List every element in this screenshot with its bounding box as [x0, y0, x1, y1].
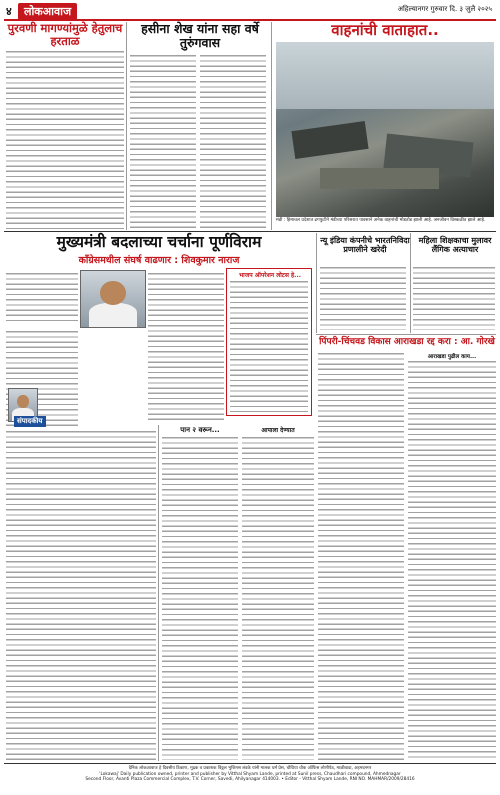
article-1-body [6, 50, 124, 233]
section-rule [4, 231, 496, 232]
kicker-body [230, 280, 308, 412]
masthead-logo: लोकआवाज [18, 3, 77, 20]
page-number: ४ [6, 5, 12, 18]
flood-photo [276, 42, 494, 217]
article-7-body-col1 [318, 352, 404, 760]
imprint-line-1: दैनिक लोकआवाज हे दिवसीय ठिकाण, मुद्रक व प्रकाशक विठ्ठल भुकिंगस लंडके यांनी मालक धर्म प्रेस, चौधिया चौक ऑफिस लोणीपेठ, माळीवाडा, अहमदनगर [128, 766, 372, 771]
article-2-body-col1 [130, 54, 196, 232]
article-1-headline: पुरवणी मागण्यांमुळे हेतुलाच हरताळ [7, 21, 123, 49]
imprint-line-3: Second Floor, Avanti Plaza Commercial Complex, T.V. Corner, Savedi, Ahilyanagar 414003. • Editor - Vitthal Shyam Lande, RNI NO. MAHMAR/2009/28416 [85, 777, 415, 782]
article-2-body-col2 [200, 54, 266, 232]
column-divider [316, 233, 317, 333]
article-4-headline: मुख्यमंत्री बदलाच्या चर्चाना पूर्णविराम [56, 233, 262, 251]
article-6-headline: महिला शिक्षकाचा मुलावर लैंगिक अत्याचार [418, 236, 492, 255]
photo-caption: मंडी : हिमाचल प्रदेशात ढगफुटीने मंडीच्या परिसरात पावसाने अनेक वाहनांची मोडतोड झाली आहे. जनजीवन विस्कळीत झाले आहे. [276, 218, 486, 223]
dateline: अहिल्यानगर गुरुवार दि. ३ जुलै २०२५ [397, 5, 492, 13]
article-7-headline: पिंपरी-चिंचवड विकास आराखडा रद्द करा : आ. गोरखे [319, 337, 495, 347]
continued-body-1 [162, 436, 238, 760]
article-4-body-col1 [6, 272, 78, 322]
imprint-footer [4, 763, 496, 793]
editorial-body [6, 430, 156, 760]
continued-title: पान २ वरून... [180, 426, 220, 434]
imprint-line-2: 'Lokawaj' Daily publication owned, printer and publisher by Vitthal Shyam Lande, printed at Sunil press, Chaudhari compound, Ahmednagar [99, 771, 401, 777]
article-2-headline: हसीना शेख यांना सहा वर्षे तुरुंगवास [141, 21, 259, 51]
article-6-body [413, 266, 495, 330]
article-4-subhead: काँग्रेसमधील संघर्ष वाढणार : शिवकुमार नाराज [78, 255, 240, 266]
column-divider [126, 22, 127, 230]
column-divider [271, 22, 272, 230]
article-4-body-col2 [148, 272, 224, 422]
editorial-label: संपादकीय [14, 416, 46, 427]
continued-body-2 [242, 436, 314, 760]
article-7-subtitle: आराखडा पुढील काय... [427, 354, 477, 360]
article-5-headline: न्यू इंडिया कंपनीचे भारतनिविदा प्रणालीने खरेदी [320, 236, 410, 255]
article-7-body-col2 [408, 360, 496, 760]
column-divider [158, 425, 159, 761]
continued-title-2: आपाला देण्यात [261, 427, 295, 434]
article-5-body [320, 266, 406, 330]
section-rule [316, 334, 496, 335]
kicker-title: भाजप ऑपरेशन लोटस हे... [238, 272, 302, 279]
column-divider [410, 233, 411, 333]
portrait-photo [80, 270, 146, 328]
article-3-headline: वाहनांची वाताहात.. [331, 21, 439, 39]
